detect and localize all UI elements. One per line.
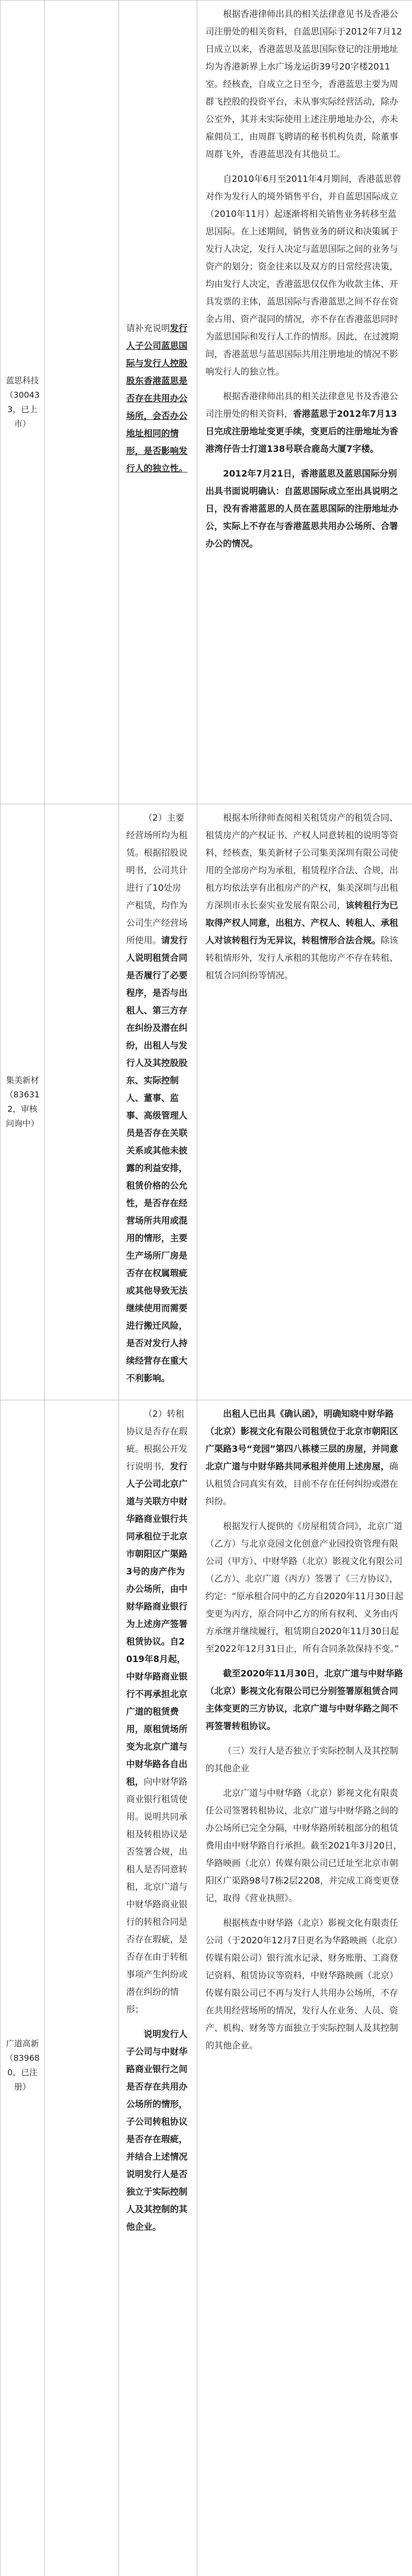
answer-cell: [197, 1400, 412, 2576]
company-cell: [1, 1, 45, 804]
company-name: 蓝思科技: [6, 375, 39, 385]
answer-subheading: （三）发行人是否独立于实际控制人及其控制的其他企业: [205, 1746, 398, 1774]
question-emphasis-paragraph: 说明发行人子公司与中财华路商业银行之间是否存在共用办公场所的情形，子公司转租协议是否存在瑕疵，并结合上述情况说明发行人是否独立于实际控制人及其控制的其他企业。: [126, 2029, 187, 2232]
question-text: （2）转租协议是否存在瑕疵。根据公开发行说明书，: [126, 1409, 187, 1472]
company-code: （300433，已上市）: [5, 389, 40, 429]
table-row: [1, 804, 412, 1400]
answer-text: 根据香港律师出具的相关法律意见书及香港公司注册处的相关资料，: [205, 392, 398, 419]
answer-paragraph: 根据核查中财华路（北京）影视文化有限责任公司（于2020年12月7日更名为华路映画（北京）传媒有限公司）银行流水记录、财务账册、工商登记资料、租赁协议等资料，中财华路映画（北京）传媒有限公司已不再与发行人共用办公场所，不存在共用经营场所的情况，发行人在业务、人员、资产、机构、财务等方面独立于实际控制人及其控制的其他企业。: [205, 1918, 402, 2051]
question-emphasis: 发行人子公司北京广道与关联方中财华路商业银行共同承租位于北京市朝阳区广渠路3号的房产作为办公场所，由中财华路商业银行为上述房产签署租赁协议。自2019年8月起，中财华路商业银行不再承担北京广道的租赁费用，原租赁场所变为北京广道与中财华路各自出租，: [126, 1462, 187, 1787]
question-text-tail: 向中财华路商业银行租赁使用。说明共同承租及转租协议是否签署合规，出租人是否同意转租，北京广道与中财华路商业银行的转租合同是否存在瑕疵，是否存在由于转租事项产生纠纷或潜在纠纷的情形；: [126, 1777, 187, 2015]
question-cell: [119, 1, 197, 804]
answer-text: 确认租赁合同真实有效，目前不存在任何纠纷或潜在纠纷。: [205, 1462, 398, 1507]
answer-paragraph: 根据发行人提供的《房屋租赁合同》，北京广道（乙方）与北京竞园文化创意产业园投资管理有限公司（甲方）、中财华路（北京）影视文化有限公司（乙方）、北京广道（丙方）签署了《三方协议》，约定：“原承租合同中的乙方自2020年11月30日起变更为丙方，原合同中乙方的所有权利、义务由丙方承继并继续履行，租赁期自2020年11月30日起至2022年12月31日止，所有合同条款保持不变。”: [205, 1521, 404, 1654]
company-cell: [1, 1400, 45, 2576]
question-text: 请补充说明: [126, 323, 170, 334]
question-cell: [119, 804, 197, 1400]
answer-paragraph: 根据香港律师出具的相关法律意见书及香港公司注册处的相关资料，自蓝思国际于2012年7月12日成立以来，香港蓝思及蓝思国际登记的注册地址均为香港新界上水广场龙运街39号20字楼2011室。经核查，自成立之日至今，香港蓝思主要为周群飞控股的投资平台，未从事实际经营活动，除办公室外，其并未实际使用上述注册地址办公，亦未雇佣员工，由周群飞聘请的秘书机构负责，除董事周群飞外，香港蓝思没有其他员工。: [205, 9, 402, 160]
answer-emphasis: 出租人已出具《确认函》，明确知晓中财华路（北京）影视文化有限公司租赁位于北京市朝阳区广渠路3号“竞园”第四八栋楼三层的房屋，并同意北京广道与中财华路共同承租并使用上述房屋，: [205, 1409, 399, 1472]
answer-paragraph: 北京广道与中财华路（北京）影视文化有限责任公司签署转租协议，北京广道与中财华路之间的办公场所已完全分隔，中财华路所转租部分的租赁费用由中财华路自行承担。截至2021年3月20日，华路映画（北京）传媒有限公司已迁址至北京市朝阳区广渠路98号7栋2层2208，并完成工商变更登记，取得《营业执照》。: [205, 1788, 402, 1904]
table-row: [1, 1400, 412, 2576]
company-name: 集美新材: [6, 1075, 39, 1085]
table-row: [1, 1, 412, 804]
question-text: （2）主要经营场所均为租赁。根据招股说明书，公司共计进行了10处房产租赁，均作为公司生产经营场所使用。: [126, 813, 187, 946]
answer-emphasis: 该转租行为已取得产权人同意，出租方、产权人、转租人、承租人对该转租行为无异议，转租情形合法合规。: [205, 901, 398, 946]
answer-text-tail: 除该转租情形外，发行人承租的其他房产不存在转租、租赁合同纠纷等情况。: [205, 936, 398, 981]
company-cell: [1, 804, 45, 1400]
answer-text: 根据本所律师查阅相关租赁房产的租赁合同、租赁房产的产权证书、产权人同意转租的说明等资料，经核查，集美新材子公司集美深圳有限公司使用的全部房产均为承租，租赁程序合法、合规，出租方均依法享有出租房产的产权，集美深圳与出租方深圳市永长泰实业发展有限公司，: [205, 813, 398, 911]
company-code: （836312，审核问询中）: [5, 1090, 40, 1128]
question-emphasis: 发行人子公司蓝思国际与发行人控股股东香港蓝思是否存在共用办公场所，会否办公地址相同的情形，是否影响发行人的独立性。: [126, 323, 187, 474]
answer-paragraph: 自2010年6月至2011年4月期间，香港蓝思曾对作为发行人的境外销售平台，并自蓝思国际成立（2010年11月）起逐渐将相关销售业务转移至蓝思国际。在上述期间，销售业务的研议和决策属于发行人决定，发行人决定与蓝思国际之间的业务与资产的划分；资金往来以及双方的日常经营决策，均由发行人决定，香港蓝思仅仅作为收款主体、开具发票的主体，蓝思国际与香港蓝思之间不存在资金占用、资产混同的情况，亦不存在香港蓝思同时为蓝思国际和发行人工作的情形。因此，在过渡期间，香港蓝思与蓝思国际共用注册地址的情况不影响发行人的独立性。: [205, 174, 402, 377]
answer-emphasis: 香港蓝思于2012年7月13日完成注册地址变更手续，变更后的注册地址为香港湾仔告士打道138号联合鹿岛大厦7字楼。: [205, 409, 398, 454]
answer-cell: [197, 1, 412, 804]
question-cell: [119, 1400, 197, 2576]
company-code: （839680，已注册）: [5, 2053, 40, 2092]
answer-emphasis-paragraph: 2012年7月21日，香港蓝思及蓝思国际分别出具书面说明确认：自蓝思国际成立至出具说明之日，没有香港蓝思的人员在蓝思国际的注册地址办公，实际上不存在与香港蓝思共用办公场所、合署办公的情况。: [205, 469, 398, 549]
question-emphasis: 请发行人说明租赁合同是否履行了必要程序，是否与出租人、第三方存在纠纷及潜在纠纷，出租人与发行人及其控股股东、实际控制人、董事、监事、高级管理人员是否存在关联关系或其他未披露的利益安排，租赁价格的公允性，是否存在经营场所共用或混用的情形，主要生产场所厂房是否存在权属瑕疵或其他导致无法继续使用而需要进行搬迁风险，是否对发行人持续经营存在重大不利影响。: [126, 936, 187, 1384]
answer-emphasis-paragraph: 截至2020年11月30日，北京广道与中财华路（北京）影视文化有限公司已分别签署原租赁合同主体变更的三方协议，北京广道与中财华路之间不再签署转租协议。: [205, 1669, 403, 1732]
answer-cell: [197, 804, 412, 1400]
company-name: 广道高新: [6, 2039, 39, 2048]
